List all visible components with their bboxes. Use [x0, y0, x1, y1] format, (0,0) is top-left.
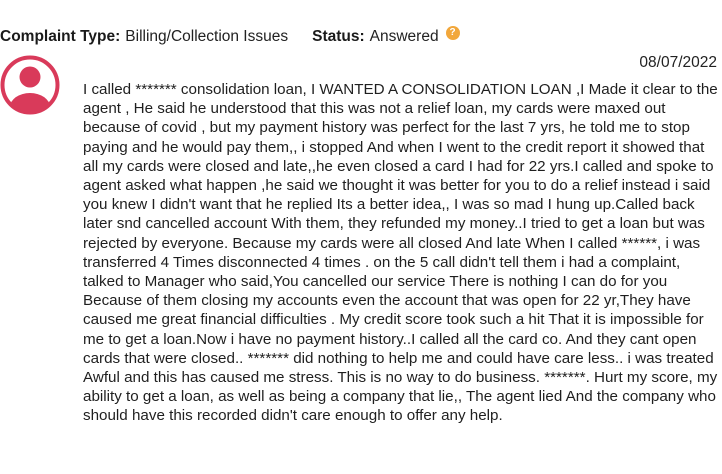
- user-avatar-icon: [0, 55, 60, 115]
- status-label: Status:: [312, 28, 365, 45]
- complaint-date: 08/07/2022: [639, 54, 717, 71]
- complaint-text: I called ******* consolidation loan, I WANTED A CONSOLIDATION LOAN ,I Made it clear to the agent , He said he understood that this was not a relief loan, my cards were maxed out because of covid , but my payment history was perfect for the last 7 yrs, he told me to stop paying and he would pay them,, i stopped And when I went to the credit report it showed that all my cards were closed and late,,he even closed a card I had for 22 yrs.I called and spoke to agent asked what happen ,he said we thought it was better for you to do a relief instead i said you knew I didn't want that he replied Its a better idea,, I was so mad I hung up.Called back later snd cancelled account With them, they refunded my money..I tried to get a loan but was rejected by everyone. Because my cards were all closed And late When I called ******, i was transferred 4 Times disconnected 4 times . on the 5 call didn't tell them i had a complaint, talked to Manager who said,You cancelled our service There is nothing I can do for you Because of them closing my accounts even the account that was open for 22 yr,They have caused me great financial difficulties . My credit score took such a hit That it is impossible for me to get a loan.Now i have no payment history..I called all the card co. And they cant open cards that were closed.. ******* did nothing to help me and could have care less.. i was treated Awful and this has caused me stress. This is no way to do business. *******. Hurt my score, my ability to get a loan, as well as being a company that lie,, The agent lied And the company who should have this recorded didn't care enough to offer any help.: [83, 81, 718, 425]
- status-group: [312, 28, 459, 46]
- complaint-meta-row: [0, 26, 460, 48]
- user-avatar-svg: [0, 55, 60, 115]
- help-question-icon[interactable]: ?: [446, 26, 460, 40]
- avatar-head: [20, 67, 41, 88]
- complaint-type-value: Billing/Collection Issues: [125, 28, 289, 45]
- status-value: Answered: [369, 28, 439, 45]
- complaint-type-label: Complaint Type:: [0, 28, 121, 45]
